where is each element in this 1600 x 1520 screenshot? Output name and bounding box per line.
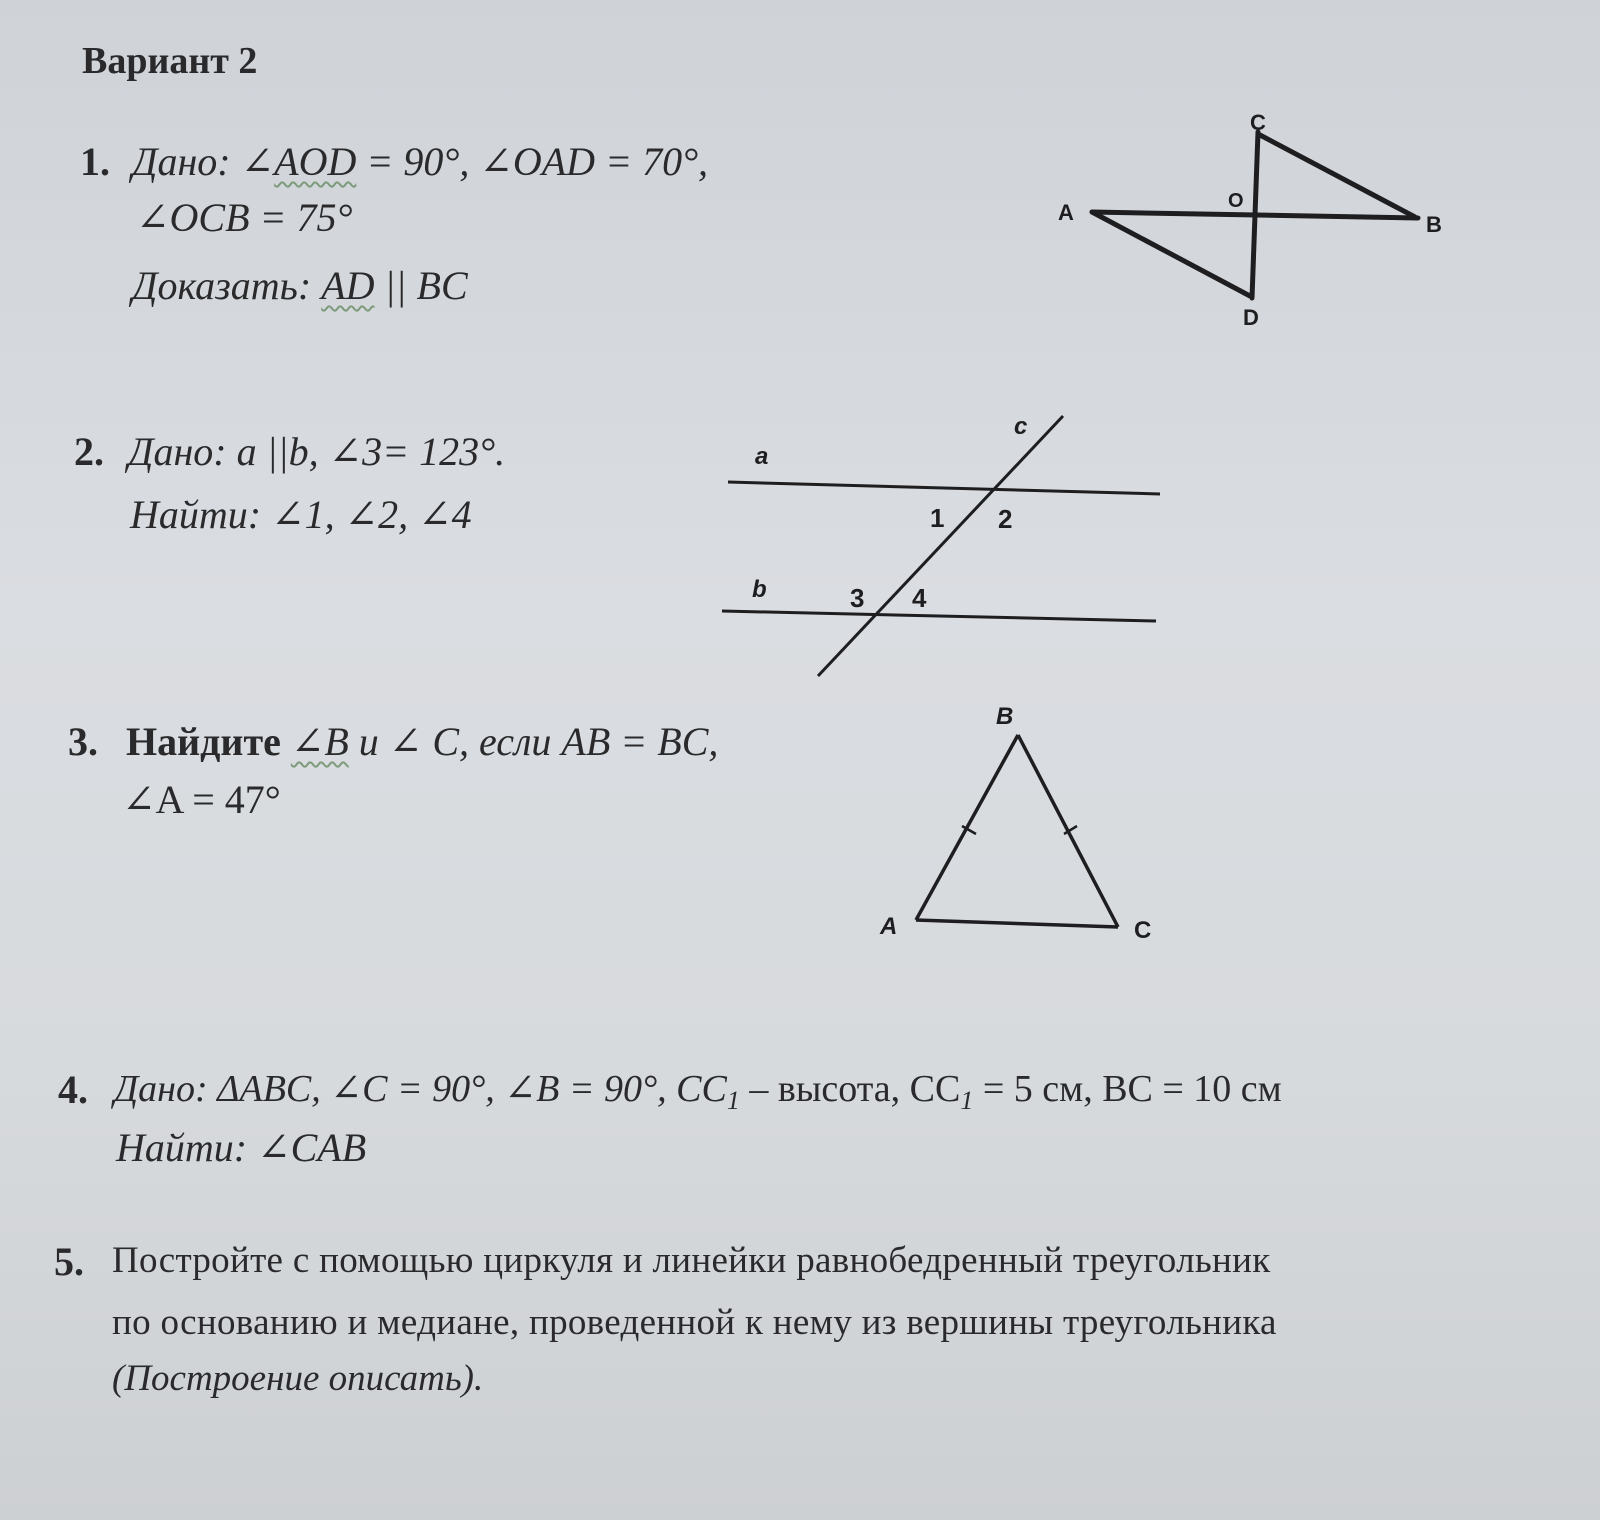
fig1-label-B: B [1426,212,1442,237]
fig2-angle-1: 1 [930,503,945,533]
segment-CD [1252,132,1258,298]
figure-2 [722,413,1160,676]
fig2-label-a: a [755,443,769,470]
fig3-label-A: A [880,913,898,940]
fig1-label-D: D [1243,305,1259,330]
problem-3-text: Найдите ∠B и ∠ C, если AB = BC, [126,719,719,764]
problem-2-number: 2. [74,429,104,474]
problem-5-line3: (Построение описать). [112,1358,484,1399]
fig2-angle-3: 3 [850,583,865,613]
problem-4-number: 4. [58,1067,88,1112]
segment-CB [1260,135,1415,217]
fig1-label-A: A [1058,200,1074,225]
problem-5-number: 5. [54,1239,84,1284]
problem-1-given: Дано: ∠AOD = 90°, ∠OAD = 70°, [132,139,709,184]
figure-1 [1058,110,1442,330]
fig2-label-b: b [752,576,767,603]
fig3-label-B: B [996,703,1014,730]
problem-5-line1: Постройте с помощью циркуля и линейки равнобедренный треугольник [112,1240,1271,1281]
line-c-transversal [818,416,1063,676]
fig1-label-C: C [1250,110,1266,135]
problem-4-find: Найти: ∠CAB [116,1125,367,1170]
problem-5-line2: по основанию и медиане, проведенной к нему из вершины треугольника [112,1302,1277,1343]
line-b [722,611,1156,621]
segment-AD [1092,212,1250,296]
fig1-label-O: O [1228,190,1244,212]
problem-2-given: Дано: a ||b, ∠3= 123°. [128,429,506,474]
problem-1-prove: Доказать: AD || BC [132,263,468,308]
fig2-angle-2: 2 [998,504,1013,534]
problem-3-number: 3. [68,719,98,764]
problem-1-number: 1. [80,139,110,184]
fig2-label-c: c [1014,413,1028,440]
problem-2-find: Найти: ∠1, ∠2, ∠4 [130,492,472,537]
fig3-label-C: C [1134,917,1152,944]
problem-3-line2: ∠A = 47° [122,777,281,822]
problem-1-given-line2: ∠OCB = 75° [136,195,353,240]
line-a [728,482,1160,494]
fig2-angle-4: 4 [912,583,927,613]
page-title: Вариант 2 [82,40,258,82]
side-AC [916,920,1118,927]
figure-3 [879,703,1151,944]
problem-4-given: Дано: ΔABC, ∠C = 90°, ∠B = 90°, $CC_1$ – высота, $CC_1 = 5$ см, BC = 10 см [114,1068,1282,1115]
